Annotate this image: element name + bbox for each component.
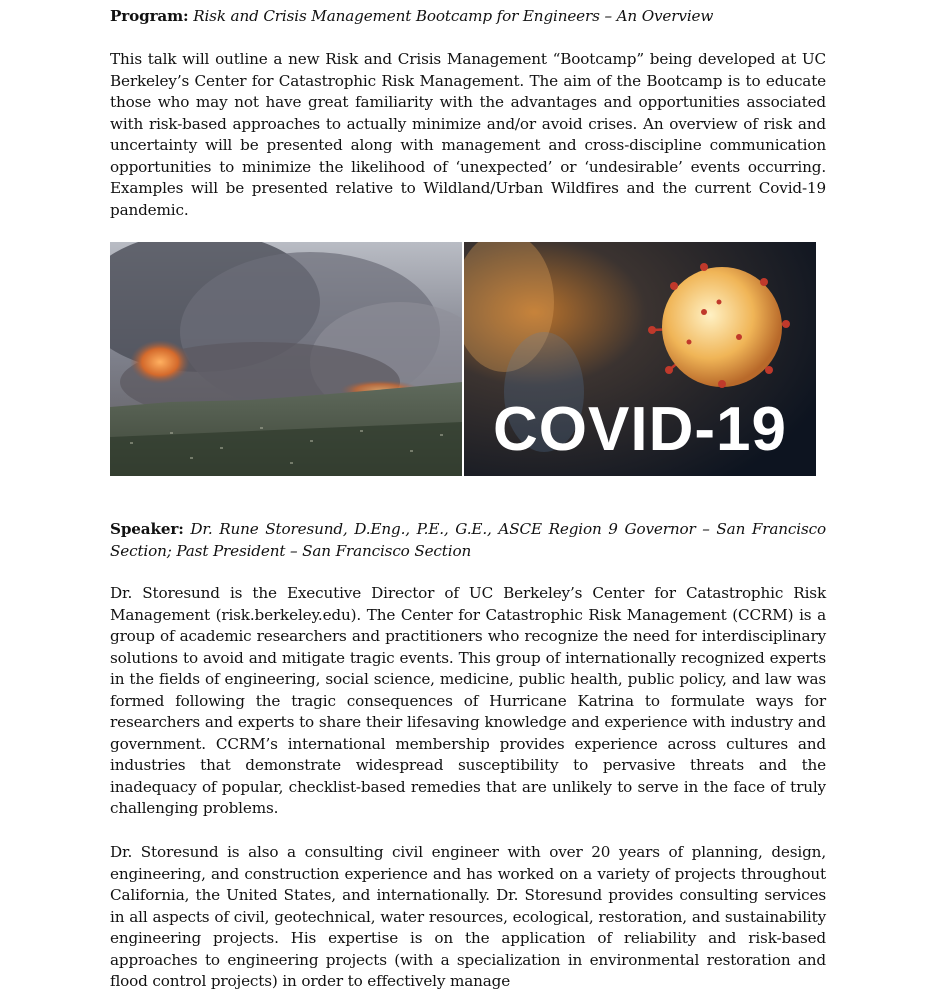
covid-image	[464, 242, 816, 476]
image-row	[110, 242, 826, 476]
bio-paragraph-1: Dr. Storesund is the Executive Director of UC Berkeley’s Center for Catastrophic Risk Management (risk.berkeley.edu). The Center for Catastrophic Risk Management (CCRM) is a group of academic researchers and practitioners who recognize the need for interdisciplinary solutions to avoid and mitigate tragic events. This group of internationally recognized experts in the fields of engineering, social science, medicine, public health, public policy, and law was formed following the tragic consequences of Hurricane Katrina to formulate ways for researchers and experts to share their lifesaving knowledge and experience with industry and government. CCRM’s international membership provides experience across cultures and industries that demonstrate widespread susceptibility to pervasive threats and the inadequacy of popular, checklist-based remedies that are unlikely to serve in the face of truly challenging problems.	[110, 584, 826, 817]
program-heading	[110, 6, 826, 28]
bio-paragraph-2: Dr. Storesund is also a consulting civil engineer with over 20 years of planning, design, engineering, and construction experience and has worked on a variety of projects throughout California, the United States, and internationally. Dr. Storesund provides consulting services in all aspects of civil, geotechnical, water resources, ecological, restoration, and sustainability engineering projects. His expertise is on the application of reliability and risk-based approaches to engineering projects (with a specialization in environmental restoration and flood control projects) in order to effectively manage	[110, 843, 826, 990]
intro-paragraph: This talk will outline a new Risk and Crisis Management “Bootcamp” being developed at UC Berkeley’s Center for Catastrophic Risk Management. The aim of the Bootcamp is to educate those who may not have great familiarity with the advantages and opportunities associated with risk-based approaches to actually minimize and/or avoid crises. An overview of risk and uncertainty will be presented along with management and cross-discipline communication opportunities to minimize the likelihood of ‘unexpected’ or ‘undesirable’ events occurring. Examples will be presented relative to Wildland/Urban Wildfires and the current Covid-19 pandemic.	[110, 50, 826, 219]
program-title: Risk and Crisis Management Bootcamp for Engineers – An Overview	[193, 7, 714, 25]
program-label: Program:	[110, 7, 189, 25]
wildfire-photo	[110, 242, 462, 476]
speaker-details: Dr. Rune Storesund, D.Eng., P.E., G.E., ASCE Region 9 Governor – San Francisco Section; Past President – San Francisco Section	[110, 520, 826, 560]
covid-title: COVID-19	[493, 395, 787, 464]
speaker-label: Speaker:	[110, 520, 184, 538]
speaker-heading	[110, 519, 826, 562]
